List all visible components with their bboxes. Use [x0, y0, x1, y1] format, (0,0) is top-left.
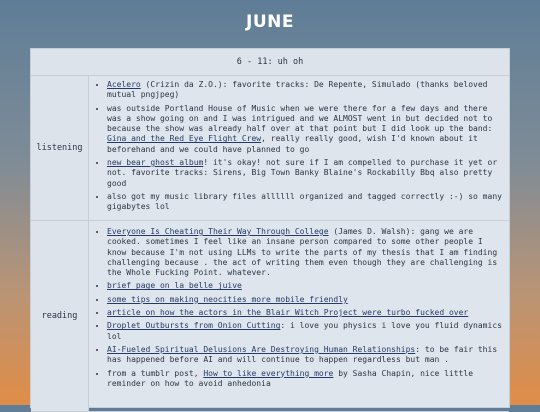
list-item — [107, 227, 504, 278]
list-item — [107, 369, 504, 390]
list-item — [107, 308, 504, 318]
list-item-link[interactable]: article on how the actors in the Blair Witch Project were turbo fucked over — [107, 308, 469, 318]
category-label-reading: reading — [31, 221, 89, 411]
list-item-text: : i love you physics i love you fluid dynamics lol — [107, 321, 502, 341]
list-item-link[interactable]: some tips on making neocities more mobile friendly — [107, 294, 348, 304]
listening-list — [89, 80, 504, 213]
list-item-text: ! it's okay! not sure if I am compelled to purchase it yet or not. favorite tracks: Sirens, Big Town Banky Blaine's Rockabilly Bbq also pretty good — [107, 158, 498, 188]
list-item — [107, 295, 504, 305]
list-item-prefix: was outside Portland House of Music when we were there for a few days and there was a show going on and I was intrigued and we ALMOST went in but decided not to because the show was already half over at that point but I did look up the band: — [107, 103, 493, 134]
category-label-listening: listening — [31, 76, 89, 220]
list-item-text: (Crizin da Z.O.): favorite tracks: De Repente, Simulado (thanks beloved mutual pngjpeg) — [107, 80, 488, 100]
section-reading — [31, 221, 509, 412]
reading-list — [89, 227, 504, 389]
list-item — [107, 158, 504, 189]
week-header: 6 - 11: uh oh — [31, 49, 509, 76]
list-item-link[interactable]: AI-Fueled Spiritual Delusions Are Destroying Human Relationships — [107, 344, 416, 354]
list-item — [107, 345, 504, 366]
reading-content — [89, 221, 509, 411]
list-item-text: : to be fair this has happened before AI and will continue to happen regardless but man . — [107, 344, 498, 365]
list-item-link[interactable]: brief page on la belle juive — [107, 281, 242, 291]
list-item-link[interactable]: Droplet Outbursts from Onion Cutting — [107, 321, 281, 331]
list-item-text: by Sasha Chapin, nice little reminder on how to avoid anhedonia — [107, 368, 474, 388]
list-item-prefix: from a tumblr post, — [107, 368, 204, 378]
list-item-link[interactable]: Everyone Is Cheating Their Way Through College — [107, 227, 329, 236]
list-item — [107, 192, 504, 213]
list-item-text: also got my music library files allllll organized and tagged correctly :-) so many gigabytes lol — [107, 191, 502, 212]
listening-content — [89, 76, 509, 220]
list-item-link[interactable]: new bear ghost album — [107, 158, 204, 168]
list-item-link[interactable]: How to like everything more — [203, 368, 334, 378]
list-item — [107, 281, 504, 291]
page-title: JUNE — [246, 12, 294, 32]
list-item — [107, 321, 504, 342]
journal-table — [30, 48, 510, 408]
list-item-link[interactable]: Acelero — [107, 80, 141, 89]
list-item-link[interactable]: Gina and the Red Eye Flight Crew — [107, 134, 262, 144]
list-item — [107, 80, 504, 101]
list-item-text: (James D. Walsh): gang we are cooked. sometimes I feel like an insane person compared to some other people I know because I'm not using LLMs to write the parts of my thesis that I am finding challenging because . the act of writing them even though they are challenging is the Whole Fucking Point. whatever. — [107, 227, 498, 278]
list-item-text: , really really good, wish I'd known about it beforehand and we could have planned to go — [107, 134, 478, 154]
list-item — [107, 104, 504, 155]
section-listening — [31, 76, 509, 221]
